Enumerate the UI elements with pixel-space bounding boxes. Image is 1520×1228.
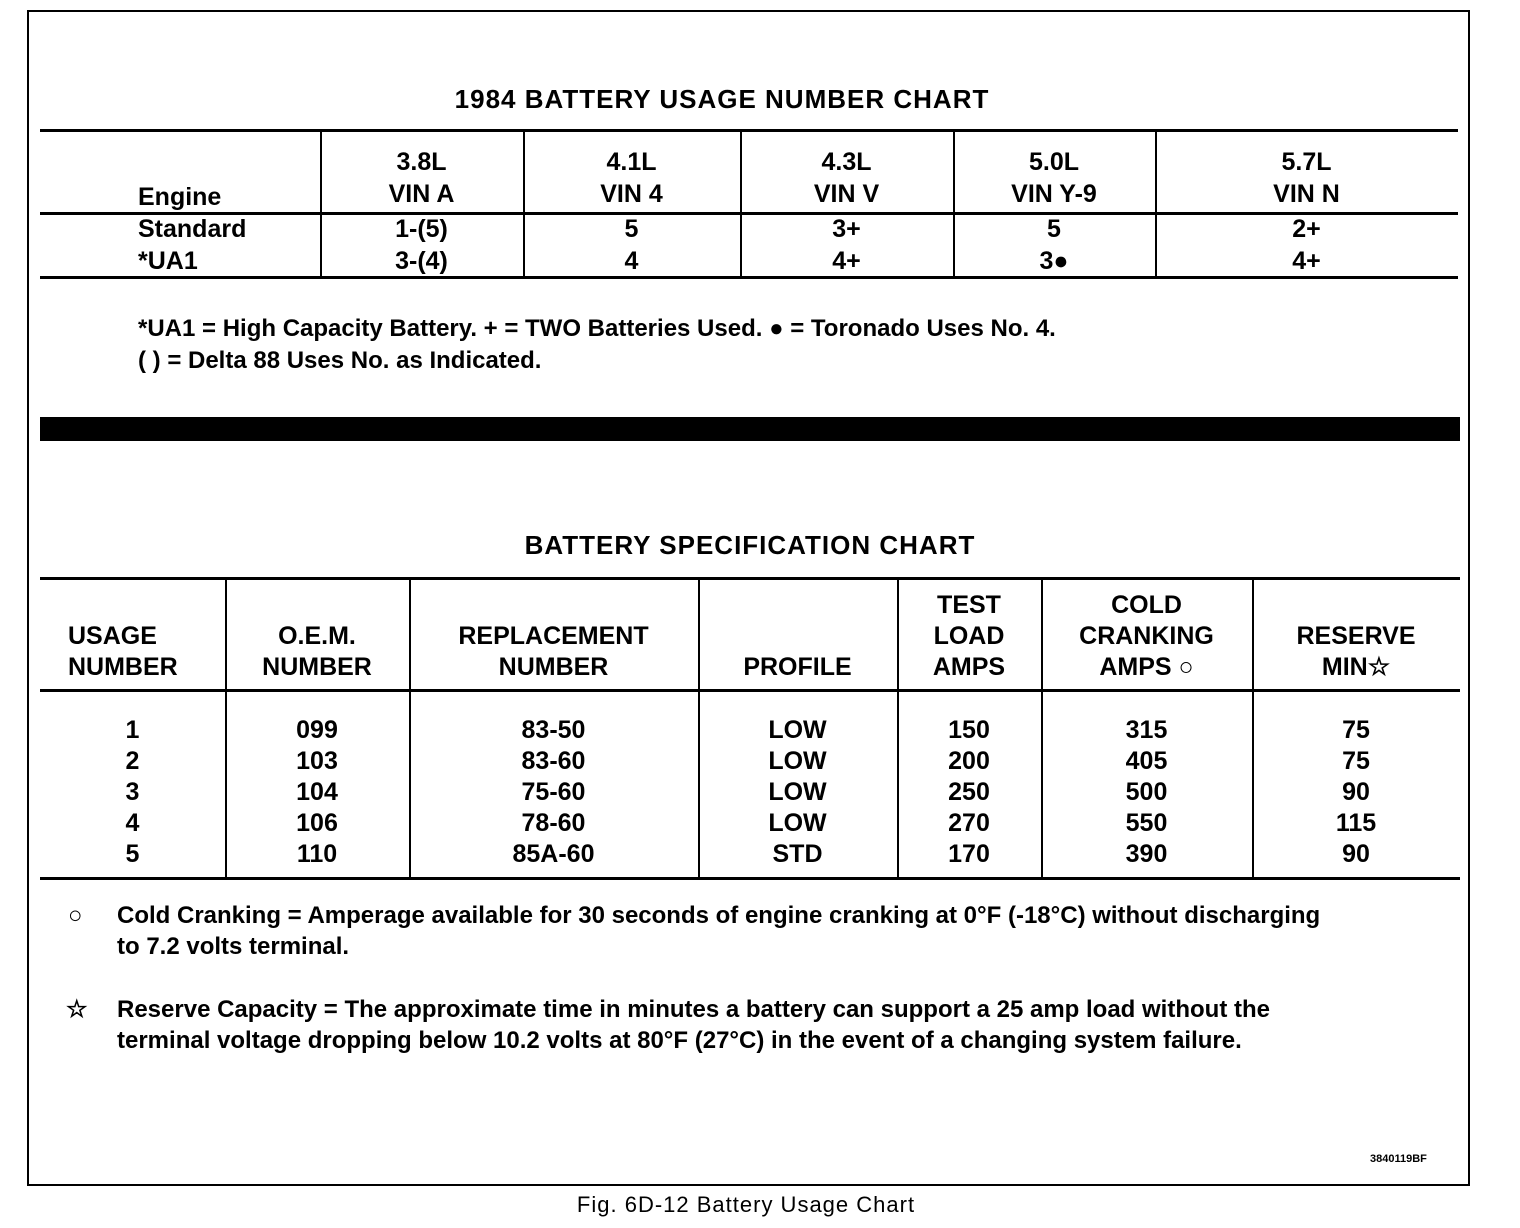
figure-caption: Fig. 6D-12 Battery Usage Chart (576, 1192, 916, 1217)
spec-value: 250 (948, 778, 990, 806)
engine-size: 3.8L (396, 148, 447, 176)
usage-value: 1-(5) (395, 215, 448, 243)
spec-value: 75 (1342, 747, 1370, 775)
table-rule (40, 577, 1460, 580)
engine-size: 4.3L (821, 148, 872, 176)
usage-value: 4+ (832, 247, 861, 275)
engine-vin: VIN Y-9 (1011, 180, 1097, 208)
table-rule (40, 689, 1460, 692)
spec-value: LOW (768, 809, 827, 837)
engine-vin: VIN A (388, 180, 455, 208)
column-header: USAGE (68, 622, 157, 650)
engine-size: 4.1L (606, 148, 657, 176)
column-header: NUMBER (68, 653, 178, 681)
spec-value: 5 (125, 840, 140, 868)
spec-value: 103 (296, 747, 338, 775)
spec-value: 75-60 (521, 778, 586, 806)
engine-vin: VIN 4 (600, 180, 663, 208)
table-rule (40, 877, 1460, 880)
usage-value: 4+ (1292, 247, 1321, 275)
spec-value: 500 (1125, 778, 1168, 806)
spec-value: 90 (1342, 840, 1370, 868)
spec-value: 550 (1125, 809, 1168, 837)
spec-value: 110 (296, 840, 338, 868)
spec-value: LOW (768, 778, 827, 806)
reserve-star-symbol: ☆ (66, 996, 88, 1023)
figure-code: 3840119BF (1370, 1153, 1427, 1165)
column-header: CRANKING (1079, 622, 1214, 650)
spec-value: 85A-60 (512, 840, 595, 868)
usage-note-1: *UA1 = High Capacity Battery. + = TWO Batteries Used. ● = Toronado Uses No. 4. (138, 315, 1056, 342)
column-header: COLD (1111, 591, 1182, 619)
usage-value: 5 (1047, 215, 1061, 243)
footnote-reserve-line-1: Reserve Capacity = The approximate time in minutes a battery can support a 25 amp load without the (117, 996, 1270, 1023)
separator-bar (40, 417, 1460, 441)
footnote-cold-line-1: Cold Cranking = Amperage available for 30 seconds of engine cranking at 0°F (-18°C) without discharging (117, 902, 1321, 929)
column-header: RESERVE (1296, 622, 1416, 650)
spec-value: 270 (948, 809, 990, 837)
row-header-label: Engine (138, 183, 222, 211)
cold-cranking-symbol: ○ (68, 902, 83, 929)
column-header: LOAD (933, 622, 1005, 650)
spec-chart-title: BATTERY SPECIFICATION CHART (524, 530, 976, 560)
spec-value: 1 (125, 716, 140, 744)
usage-value: 3+ (832, 215, 861, 243)
usage-value: 3-(4) (395, 247, 448, 275)
spec-value: 150 (948, 716, 990, 744)
spec-value: 78-60 (521, 809, 586, 837)
spec-value: 4 (125, 809, 140, 837)
spec-value: 390 (1125, 840, 1168, 868)
engine-vin: VIN V (813, 180, 880, 208)
spec-value: 83-60 (521, 747, 586, 775)
usage-note-2: ( ) = Delta 88 Uses No. as Indicated. (138, 347, 542, 374)
spec-value: 90 (1342, 778, 1370, 806)
usage-chart-title: 1984 BATTERY USAGE NUMBER CHART (454, 84, 990, 114)
spec-value: 104 (296, 778, 338, 806)
column-header: O.E.M. (278, 622, 356, 650)
usage-value: 3● (1039, 247, 1069, 275)
usage-value: 2+ (1292, 215, 1321, 243)
spec-value: 405 (1125, 747, 1168, 775)
column-header: MIN☆ (1321, 653, 1391, 681)
table-rule (40, 129, 1458, 132)
spec-value: 200 (948, 747, 990, 775)
spec-value: LOW (768, 716, 827, 744)
usage-value: 5 (624, 215, 639, 243)
column-header: TEST (937, 591, 1001, 619)
engine-size: 5.0L (1028, 148, 1080, 176)
spec-value: 315 (1125, 716, 1168, 744)
engine-vin: VIN N (1273, 180, 1340, 208)
spec-value: LOW (768, 747, 827, 775)
spec-value: 83-50 (521, 716, 586, 744)
column-header: AMPS ○ (1099, 653, 1194, 681)
column-header: REPLACEMENT (458, 622, 649, 650)
column-header: AMPS (932, 653, 1006, 681)
spec-value: 2 (125, 747, 140, 775)
spec-value: 099 (296, 716, 338, 744)
row-label: Standard (138, 215, 247, 243)
footnote-reserve-line-2: terminal voltage dropping below 10.2 volts at 80°F (27°C) in the event of a changing system failure. (117, 1027, 1242, 1054)
spec-value: 115 (1335, 809, 1377, 837)
spec-value: 75 (1342, 716, 1370, 744)
column-header: NUMBER (262, 653, 372, 681)
spec-value: 3 (125, 778, 140, 806)
spec-value: STD (772, 840, 823, 868)
spec-value: 106 (296, 809, 338, 837)
usage-value: 4 (624, 247, 639, 275)
column-header: NUMBER (498, 653, 609, 681)
column-header: PROFILE (743, 653, 852, 681)
row-label: *UA1 (138, 247, 198, 275)
engine-size: 5.7L (1281, 148, 1332, 176)
spec-value: 170 (948, 840, 990, 868)
footnote-cold-line-2: to 7.2 volts terminal. (117, 933, 350, 960)
